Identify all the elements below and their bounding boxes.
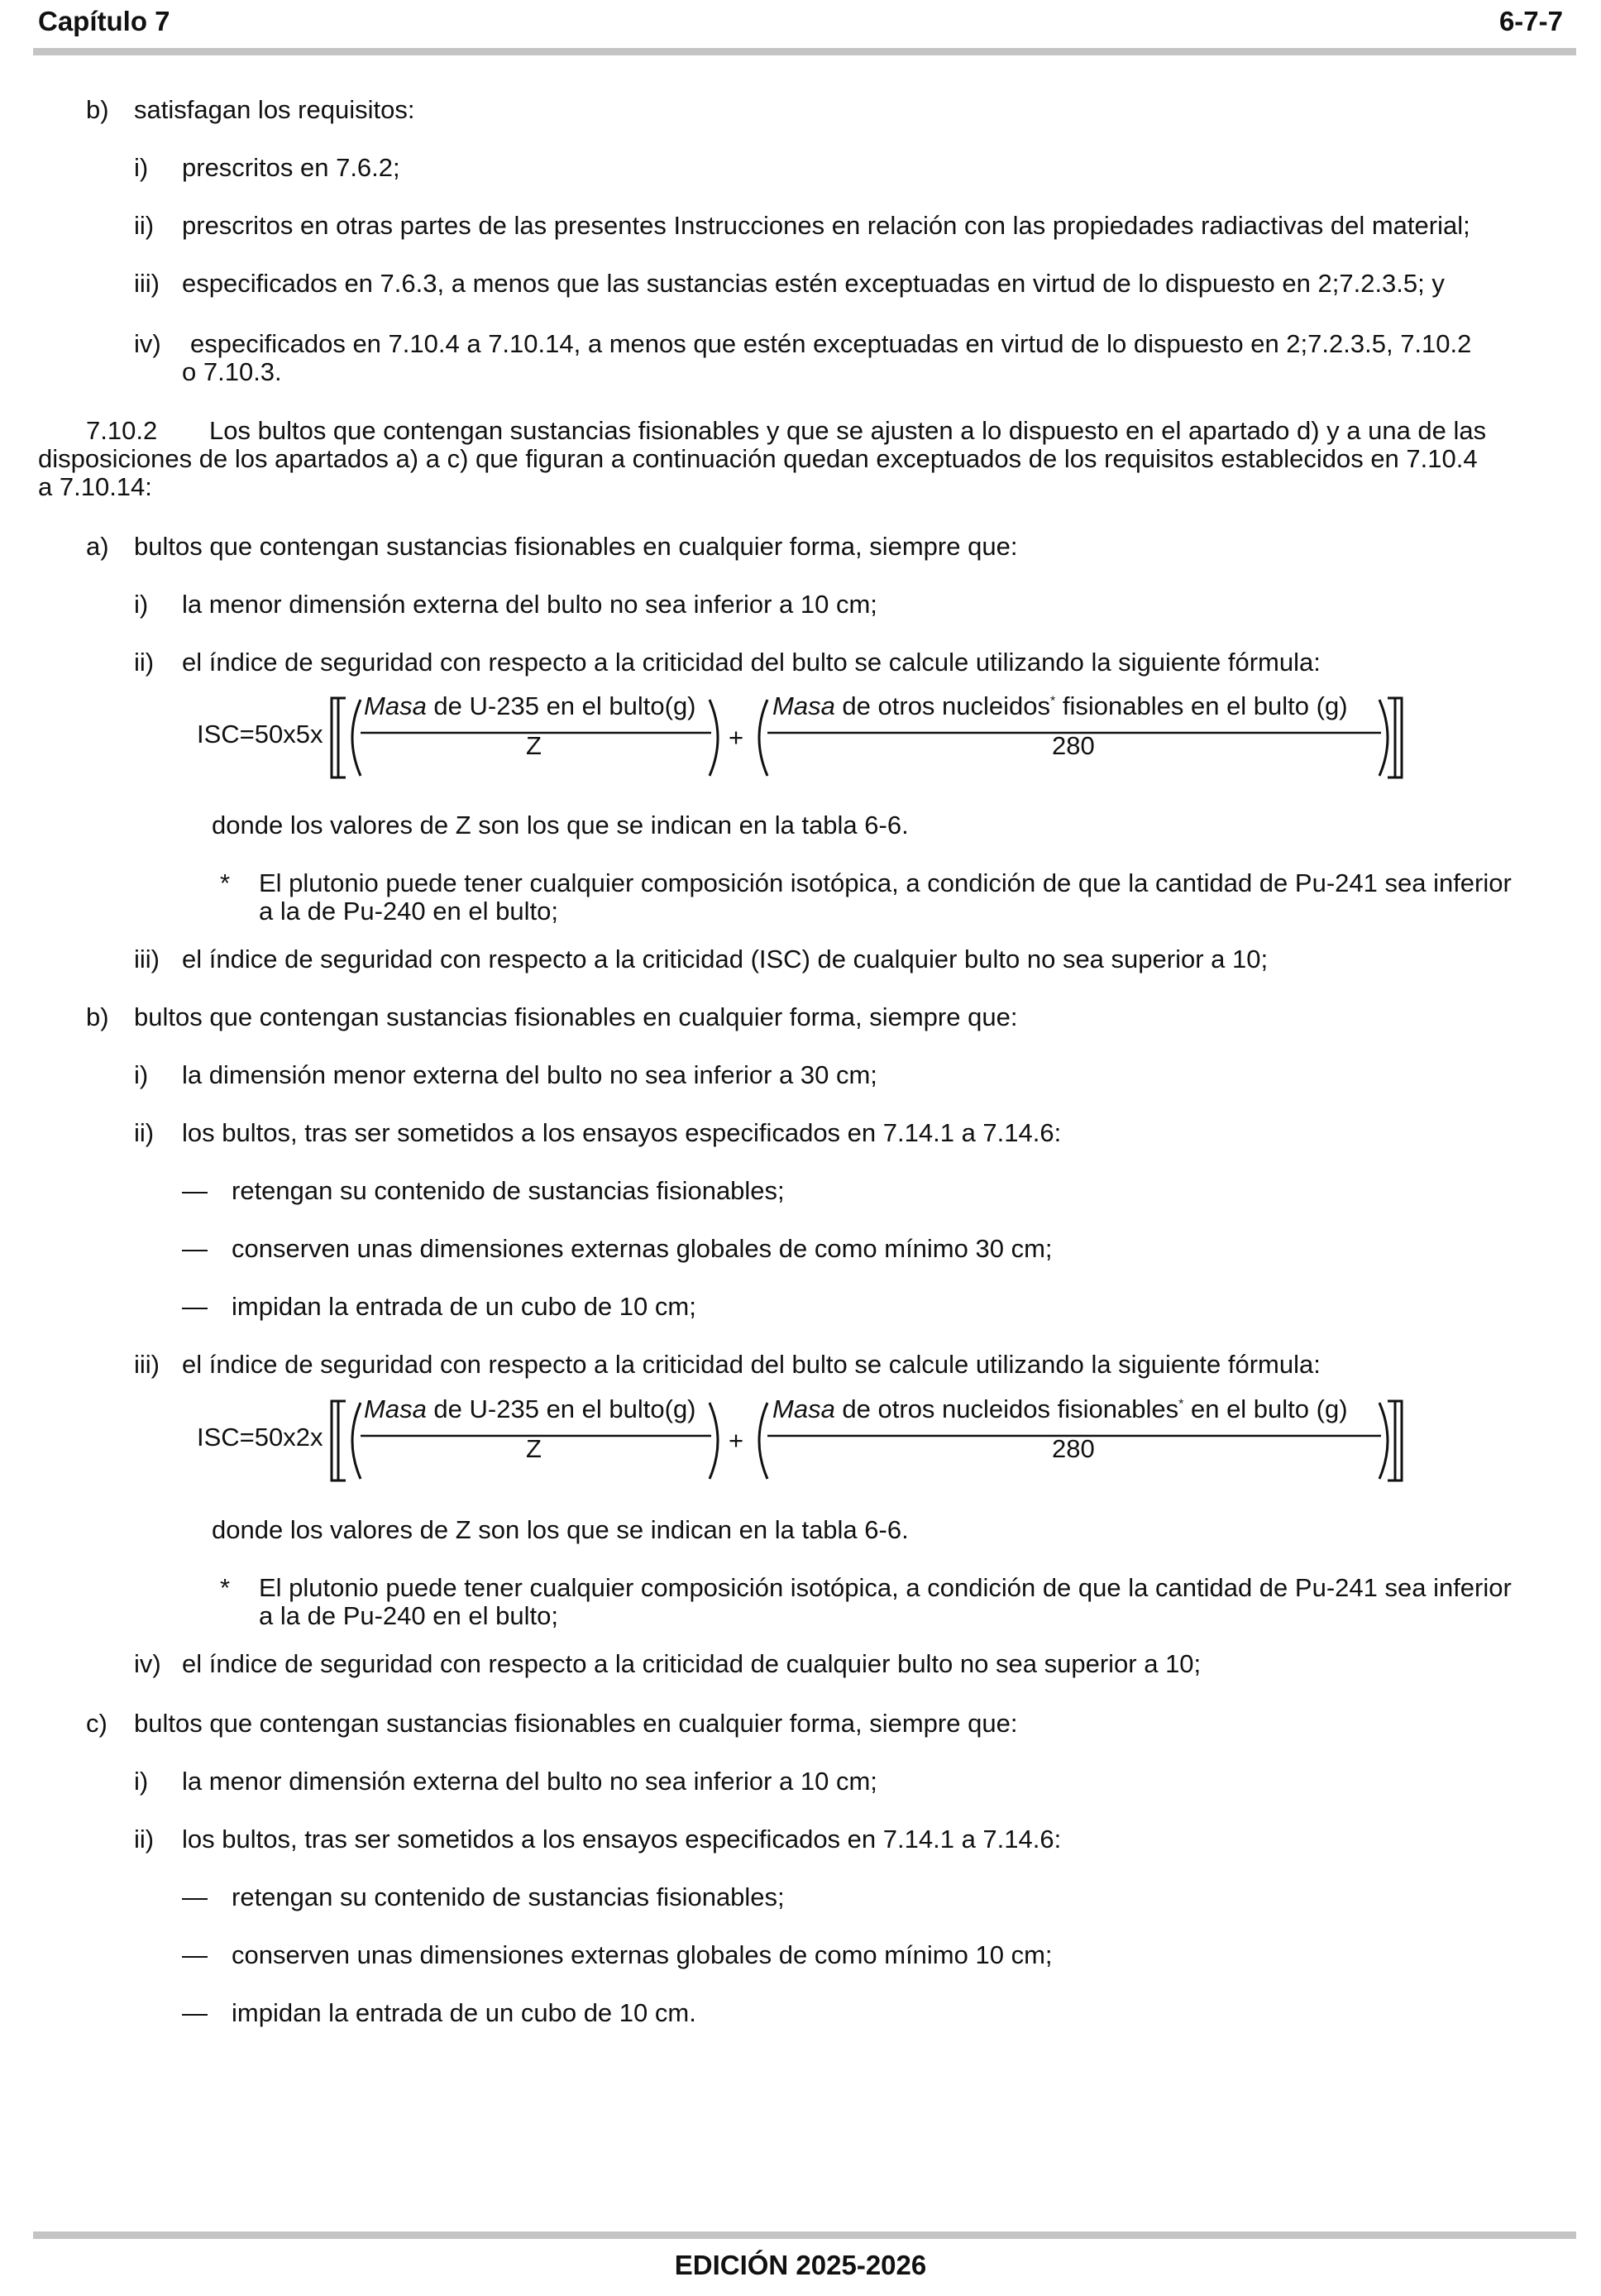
subitem-text: prescritos en otras partes de las presentes Instrucciones en relación con las propiedades radiactivas del material;: [182, 211, 1470, 240]
dash-bullet: —: [182, 1292, 208, 1321]
subitem-label: i): [134, 1060, 149, 1089]
subitem-text: la menor dimensión externa del bulto no sea inferior a 10 cm;: [182, 590, 877, 619]
item-text: satisfagan los requisitos:: [134, 95, 415, 124]
subitem-label: ii): [134, 1118, 155, 1147]
chapter-title: Capítulo 7: [38, 6, 170, 36]
subitem-text: el índice de seguridad con respecto a la criticidad (ISC) de cualquier bulto no sea superior a 10;: [182, 945, 1269, 973]
dash-bullet: —: [182, 1234, 208, 1263]
plus-sign: +: [729, 723, 744, 752]
formula-lhs: ISC=50x5x: [197, 720, 323, 749]
denominator-2: 280: [1052, 731, 1095, 760]
item-text: bultos que contengan sustancias fisionables en cualquier forma, siempre que:: [134, 532, 1018, 561]
dash-text: conserven unas dimensiones externas globales de como mínimo 30 cm;: [232, 1234, 1053, 1263]
denominator-1: Z: [526, 731, 542, 760]
item-label: b): [86, 95, 109, 124]
subitem-label: iii): [134, 1350, 160, 1379]
footnote-star: *: [220, 1573, 231, 1602]
formula-note: donde los valores de Z son los que se indican en la tabla 6-6.: [212, 1515, 909, 1544]
numerator-1: Masa de U-235 en el bulto(g): [364, 1394, 696, 1423]
page-number: 6-7-7: [1498, 6, 1563, 36]
subitem-text: la dimensión menor externa del bulto no sea inferior a 30 cm;: [182, 1060, 877, 1089]
formula-note: donde los valores de Z son los que se indican en la tabla 6-6.: [212, 811, 909, 839]
item-text: bultos que contengan sustancias fisionables en cualquier forma, siempre que:: [134, 1709, 1018, 1738]
dash-text: impidan la entrada de un cubo de 10 cm.: [232, 1998, 696, 2027]
subitem-text-continued: o 7.10.3.: [182, 357, 282, 386]
dash-bullet: —: [182, 1998, 208, 2027]
subitem-label: ii): [134, 211, 155, 240]
numerator-2: Masa de otros nucleidos* fisionables en el bulto (g): [772, 691, 1348, 720]
subitem-label: iii): [134, 945, 160, 973]
subitem-label: ii): [134, 1825, 155, 1854]
paragraph-text: disposiciones de los apartados a) a c) que figuran a continuación quedan exceptuados de los requisitos establecidos en 7.10.4: [38, 444, 1478, 473]
denominator-1: Z: [526, 1434, 542, 1463]
subitem-text: prescritos en 7.6.2;: [182, 153, 400, 182]
subitem-label: iii): [134, 269, 160, 298]
subitem-label: ii): [134, 648, 155, 677]
paragraph-text: Los bultos que contengan sustancias fisionables y que se ajusten a lo dispuesto en el apartado d) y a una de las: [209, 416, 1487, 445]
subitem-label: i): [134, 153, 149, 182]
item-label: c): [86, 1709, 108, 1738]
footnote-text: El plutonio puede tener cualquier composición isotópica, a condición de que la cantidad de Pu-241 sea inferior: [259, 1573, 1512, 1602]
edition-footer: EDICIÓN 2025-2026: [674, 2250, 927, 2280]
subitem-text: la menor dimensión externa del bulto no sea inferior a 10 cm;: [182, 1767, 877, 1796]
footnote-text: a la de Pu-240 en el bulto;: [259, 897, 558, 926]
item-label: a): [86, 532, 109, 561]
dash-bullet: —: [182, 1940, 208, 1969]
header-rule: [33, 48, 1576, 55]
subitem-label: i): [134, 1767, 149, 1796]
item-text: bultos que contengan sustancias fisionables en cualquier forma, siempre que:: [134, 1002, 1018, 1031]
subitem-label: i): [134, 590, 149, 619]
subitem-text: especificados en 7.10.4 a 7.10.14, a menos que estén exceptuadas en virtud de lo dispuesto en 2;7.2.3.5, 7.10.2: [190, 329, 1472, 358]
subitem-text: el índice de seguridad con respecto a la criticidad de cualquier bulto no sea superior a 10;: [182, 1649, 1202, 1678]
subitem-text: los bultos, tras ser sometidos a los ensayos especificados en 7.14.1 a 7.14.6:: [182, 1825, 1062, 1854]
item-label: b): [86, 1002, 109, 1031]
paragraph-text: a 7.10.14:: [38, 472, 152, 501]
denominator-2: 280: [1052, 1434, 1095, 1463]
footnote-star: *: [220, 868, 231, 897]
isc-formula: [197, 691, 1437, 782]
numerator-1: Masa de U-235 en el bulto(g): [364, 691, 696, 720]
formula-lhs: ISC=50x2x: [197, 1423, 323, 1452]
subitem-text: los bultos, tras ser sometidos a los ensayos especificados en 7.14.1 a 7.14.6:: [182, 1118, 1062, 1147]
numerator-2: Masa de otros nucleidos fisionables* en el bulto (g): [772, 1394, 1348, 1423]
subitem-label: iv): [134, 329, 161, 358]
dash-bullet: —: [182, 1176, 208, 1205]
plus-sign: +: [729, 1426, 744, 1455]
dash-text: retengan su contenido de sustancias fisionables;: [232, 1176, 785, 1205]
subitem-text: el índice de seguridad con respecto a la criticidad del bulto se calcule utilizando la siguiente fórmula:: [182, 648, 1321, 677]
footnote-text: a la de Pu-240 en el bulto;: [259, 1601, 558, 1630]
dash-text: impidan la entrada de un cubo de 10 cm;: [232, 1292, 696, 1321]
footer-rule: [33, 2231, 1576, 2239]
dash-text: conserven unas dimensiones externas globales de como mínimo 10 cm;: [232, 1940, 1053, 1969]
subitem-text: el índice de seguridad con respecto a la criticidad del bulto se calcule utilizando la siguiente fórmula:: [182, 1350, 1321, 1379]
dash-bullet: —: [182, 1882, 208, 1911]
paragraph-number: 7.10.2: [86, 416, 158, 445]
isc-formula: [197, 1394, 1437, 1485]
dash-text: retengan su contenido de sustancias fisionables;: [232, 1882, 785, 1911]
subitem-label: iv): [134, 1649, 161, 1678]
footnote-text: El plutonio puede tener cualquier composición isotópica, a condición de que la cantidad de Pu-241 sea inferior: [259, 868, 1512, 897]
subitem-text: especificados en 7.6.3, a menos que las sustancias estén exceptuadas en virtud de lo dispuesto en 2;7.2.3.5; y: [182, 269, 1445, 298]
